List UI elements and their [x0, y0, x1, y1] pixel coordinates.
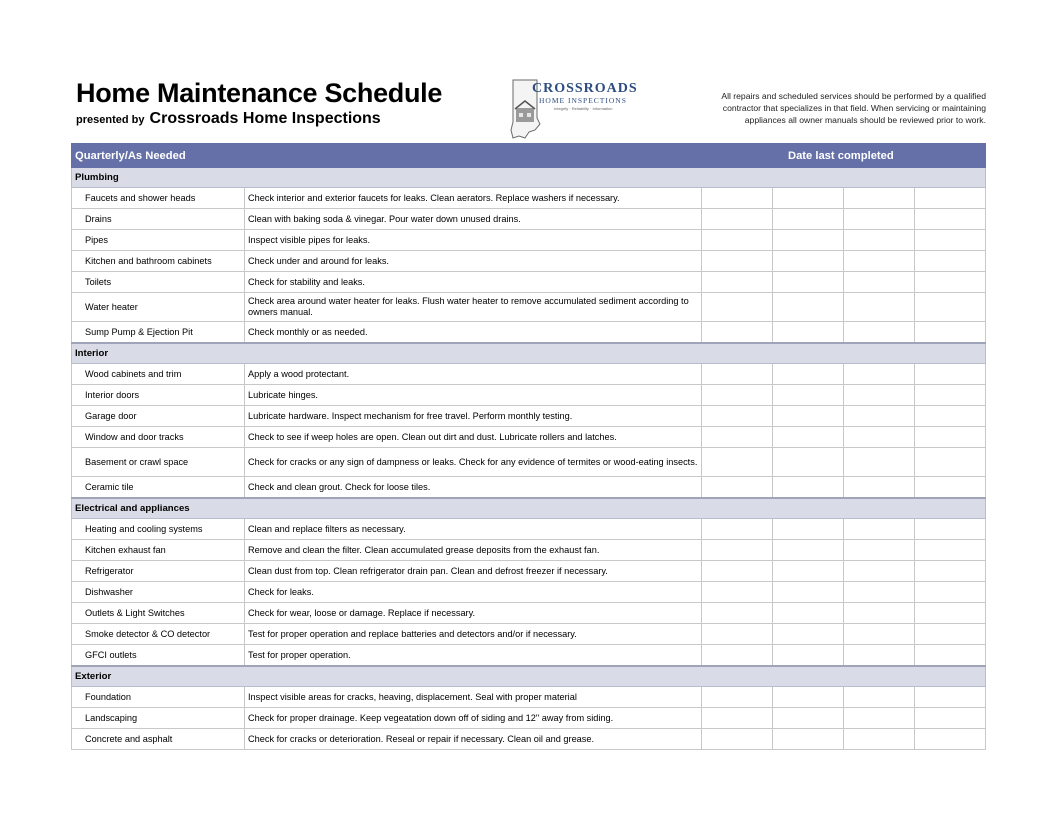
item-task: Check to see if weep holes are open. Clean out dirt and dust. Lubricate rollers and latches.: [245, 427, 702, 448]
table-row: [72, 519, 986, 540]
table-row: [72, 209, 986, 230]
date-completed-cell[interactable]: [844, 582, 915, 603]
date-completed-cell[interactable]: [773, 477, 844, 499]
item-name: GFCI outlets: [72, 645, 245, 667]
date-completed-cell[interactable]: [773, 251, 844, 272]
item-name: Pipes: [72, 230, 245, 251]
item-task: Check under and around for leaks.: [245, 251, 702, 272]
date-completed-cell[interactable]: [773, 729, 844, 750]
date-completed-cell[interactable]: [702, 385, 773, 406]
date-completed-cell[interactable]: [702, 540, 773, 561]
date-completed-cell[interactable]: [773, 230, 844, 251]
table-row: [72, 561, 986, 582]
maintenance-table: [71, 143, 986, 750]
date-completed-cell[interactable]: [844, 427, 915, 448]
disclaimer-note: All repairs and scheduled services should be performed by a qualified contractor that specializes in that field. When servicing or maintaining appliances all owner manuals should be reviewed prior to work.: [721, 91, 986, 125]
item-name: Sump Pump & Ejection Pit: [72, 322, 245, 344]
date-completed-cell[interactable]: [773, 687, 844, 708]
item-task: Test for proper operation and replace batteries and detectors and/or if necessary.: [245, 624, 702, 645]
section-title: Plumbing: [72, 168, 986, 188]
table-row: [72, 427, 986, 448]
table-row: [72, 406, 986, 427]
item-name: Kitchen exhaust fan: [72, 540, 245, 561]
date-completed-cell[interactable]: [844, 385, 915, 406]
item-task: Clean with baking soda & vinegar. Pour water down unused drains.: [245, 209, 702, 230]
date-completed-cell[interactable]: [915, 540, 986, 561]
date-completed-cell[interactable]: [915, 293, 986, 322]
item-name: Water heater: [72, 293, 245, 322]
item-task: Clean and replace filters as necessary.: [245, 519, 702, 540]
date-completed-cell[interactable]: [915, 188, 986, 209]
date-completed-cell[interactable]: [773, 406, 844, 427]
table-row: [72, 322, 986, 344]
date-completed-cell[interactable]: [915, 687, 986, 708]
date-completed-cell[interactable]: [702, 582, 773, 603]
table-row: [72, 364, 986, 385]
date-completed-cell[interactable]: [702, 209, 773, 230]
date-completed-cell[interactable]: [844, 708, 915, 729]
date-completed-cell[interactable]: [915, 427, 986, 448]
item-task: Check for leaks.: [245, 582, 702, 603]
section-title: Electrical and appliances: [72, 498, 986, 519]
item-name: Dishwasher: [72, 582, 245, 603]
logo-subtitle: HOME INSPECTIONS: [539, 96, 627, 105]
item-task: Check for stability and leaks.: [245, 272, 702, 293]
header-quarterly: Quarterly/As Needed: [72, 144, 702, 168]
date-completed-cell[interactable]: [915, 251, 986, 272]
date-completed-cell[interactable]: [844, 645, 915, 667]
date-completed-cell[interactable]: [844, 519, 915, 540]
date-completed-cell[interactable]: [915, 624, 986, 645]
item-task: Check monthly or as needed.: [245, 322, 702, 344]
date-completed-cell[interactable]: [773, 293, 844, 322]
item-task: Clean dust from top. Clean refrigerator drain pan. Clean and defrost freezer if necessary.: [245, 561, 702, 582]
date-completed-cell[interactable]: [844, 540, 915, 561]
date-completed-cell[interactable]: [773, 645, 844, 667]
item-name: Garage door: [72, 406, 245, 427]
date-completed-cell[interactable]: [844, 251, 915, 272]
item-task: Test for proper operation.: [245, 645, 702, 667]
table-row: [72, 708, 986, 729]
date-completed-cell[interactable]: [844, 406, 915, 427]
date-completed-cell[interactable]: [702, 364, 773, 385]
date-completed-cell[interactable]: [773, 708, 844, 729]
item-name: Landscaping: [72, 708, 245, 729]
header-date-last-completed: [773, 144, 986, 168]
date-completed-cell[interactable]: [773, 624, 844, 645]
item-name: Wood cabinets and trim: [72, 364, 245, 385]
table-row: [72, 603, 986, 624]
table-row: [72, 645, 986, 667]
item-task: Inspect visible areas for cracks, heaving, displacement. Seal with proper material: [245, 687, 702, 708]
item-name: Heating and cooling systems: [72, 519, 245, 540]
date-completed-cell[interactable]: [915, 272, 986, 293]
table-row: [72, 230, 986, 251]
date-completed-cell[interactable]: [844, 729, 915, 750]
date-completed-cell[interactable]: [915, 603, 986, 624]
date-completed-cell[interactable]: [773, 272, 844, 293]
item-name: Faucets and shower heads: [72, 188, 245, 209]
date-completed-cell[interactable]: [915, 322, 986, 344]
date-completed-cell[interactable]: [702, 230, 773, 251]
date-completed-cell[interactable]: [702, 624, 773, 645]
date-completed-cell[interactable]: [773, 427, 844, 448]
date-completed-cell[interactable]: [844, 322, 915, 344]
table-header-row: [72, 144, 986, 168]
date-completed-cell[interactable]: [844, 687, 915, 708]
item-name: Concrete and asphalt: [72, 729, 245, 750]
date-completed-cell[interactable]: [844, 448, 915, 477]
item-task: Remove and clean the filter. Clean accumulated grease deposits from the exhaust fan.: [245, 540, 702, 561]
company-logo: [507, 78, 647, 142]
date-completed-cell[interactable]: [844, 364, 915, 385]
date-completed-cell[interactable]: [702, 708, 773, 729]
table-row: [72, 272, 986, 293]
table-row: [72, 582, 986, 603]
date-completed-cell[interactable]: [702, 645, 773, 667]
section-row: [72, 168, 986, 188]
date-completed-cell[interactable]: [844, 230, 915, 251]
date-completed-cell[interactable]: [702, 251, 773, 272]
date-completed-cell[interactable]: [773, 364, 844, 385]
date-completed-cell[interactable]: [915, 645, 986, 667]
item-name: Ceramic tile: [72, 477, 245, 499]
date-completed-cell[interactable]: [773, 582, 844, 603]
section-row: [72, 666, 986, 687]
presented-by-line: [76, 110, 381, 128]
date-completed-cell[interactable]: [915, 729, 986, 750]
section-row: [72, 343, 986, 364]
date-completed-cell[interactable]: [915, 448, 986, 477]
date-completed-cell[interactable]: [702, 519, 773, 540]
item-task: Check and clean grout. Check for loose tiles.: [245, 477, 702, 499]
date-completed-cell[interactable]: [773, 322, 844, 344]
date-completed-cell[interactable]: [773, 448, 844, 477]
section-row: [72, 498, 986, 519]
date-completed-cell[interactable]: [844, 272, 915, 293]
table-row: [72, 477, 986, 499]
item-name: Refrigerator: [72, 561, 245, 582]
date-completed-cell[interactable]: [773, 603, 844, 624]
item-name: Outlets & Light Switches: [72, 603, 245, 624]
date-completed-cell[interactable]: [915, 561, 986, 582]
item-task: Lubricate hinges.: [245, 385, 702, 406]
date-completed-cell[interactable]: [844, 624, 915, 645]
date-completed-cell[interactable]: [915, 708, 986, 729]
item-task: Check for wear, loose or damage. Replace if necessary.: [245, 603, 702, 624]
item-task: Lubricate hardware. Inspect mechanism for free travel. Perform monthly testing.: [245, 406, 702, 427]
date-completed-cell[interactable]: [702, 293, 773, 322]
date-completed-cell[interactable]: [773, 561, 844, 582]
date-completed-cell[interactable]: [915, 364, 986, 385]
date-completed-cell[interactable]: [702, 188, 773, 209]
item-task: Check interior and exterior faucets for leaks. Clean aerators. Replace washers if necessary.: [245, 188, 702, 209]
date-completed-cell[interactable]: [773, 209, 844, 230]
date-completed-cell[interactable]: [844, 293, 915, 322]
page-title: Home Maintenance Schedule: [76, 78, 443, 108]
section-title: Interior: [72, 343, 986, 364]
item-name: Window and door tracks: [72, 427, 245, 448]
table-row: [72, 293, 986, 322]
item-name: Kitchen and bathroom cabinets: [72, 251, 245, 272]
date-completed-cell[interactable]: [702, 272, 773, 293]
item-task: Inspect visible pipes for leaks.: [245, 230, 702, 251]
table-row: [72, 448, 986, 477]
item-name: Toilets: [72, 272, 245, 293]
date-completed-cell[interactable]: [773, 385, 844, 406]
item-task: Check for proper drainage. Keep vegeatation down off of siding and 12" away from siding.: [245, 708, 702, 729]
presented-by-label: presented by: [76, 114, 145, 126]
date-completed-cell[interactable]: [702, 448, 773, 477]
table-row: [72, 687, 986, 708]
date-completed-cell[interactable]: [702, 561, 773, 582]
item-name: Basement or crawl space: [72, 448, 245, 477]
table-row: [72, 251, 986, 272]
date-completed-cell[interactable]: [773, 188, 844, 209]
date-completed-cell[interactable]: [915, 582, 986, 603]
table-row: [72, 729, 986, 750]
date-completed-cell[interactable]: [915, 209, 986, 230]
date-completed-cell[interactable]: [773, 519, 844, 540]
table-row: [72, 624, 986, 645]
date-completed-cell[interactable]: [915, 519, 986, 540]
date-completed-cell[interactable]: [844, 188, 915, 209]
date-completed-cell[interactable]: [702, 477, 773, 499]
date-completed-cell[interactable]: [915, 477, 986, 499]
item-task: Check area around water heater for leaks. Flush water heater to remove accumulated sediment according to owners manual.: [245, 293, 702, 322]
company-name: Crossroads Home Inspections: [149, 110, 381, 127]
item-name: Smoke detector & CO detector: [72, 624, 245, 645]
date-completed-cell[interactable]: [844, 209, 915, 230]
table-row: [72, 540, 986, 561]
header-spacer: [702, 144, 773, 168]
date-completed-cell[interactable]: [844, 561, 915, 582]
date-completed-cell[interactable]: [915, 385, 986, 406]
date-completed-cell[interactable]: [702, 687, 773, 708]
table-row: [72, 385, 986, 406]
date-completed-cell[interactable]: [915, 406, 986, 427]
item-task: Check for cracks or deterioration. Reseal or repair if necessary. Clean oil and grease.: [245, 729, 702, 750]
date-completed-cell[interactable]: [844, 477, 915, 499]
date-completed-cell[interactable]: [844, 603, 915, 624]
header-date-label: Date last completed: [788, 149, 894, 162]
date-completed-cell[interactable]: [773, 540, 844, 561]
date-completed-cell[interactable]: [702, 427, 773, 448]
date-completed-cell[interactable]: [702, 603, 773, 624]
date-completed-cell[interactable]: [702, 406, 773, 427]
item-task: Apply a wood protectant.: [245, 364, 702, 385]
logo-tagline: Integrity · Reliability · Information: [554, 106, 613, 111]
table-row: [72, 188, 986, 209]
item-name: Foundation: [72, 687, 245, 708]
logo-name: CROSSROADS: [532, 81, 638, 96]
date-completed-cell[interactable]: [702, 322, 773, 344]
item-name: Drains: [72, 209, 245, 230]
date-completed-cell[interactable]: [702, 729, 773, 750]
item-task: Check for cracks or any sign of dampness or leaks. Check for any evidence of termites or wood-eating insects.: [245, 448, 702, 477]
item-name: Interior doors: [72, 385, 245, 406]
section-title: Exterior: [72, 666, 986, 687]
date-completed-cell[interactable]: [915, 230, 986, 251]
